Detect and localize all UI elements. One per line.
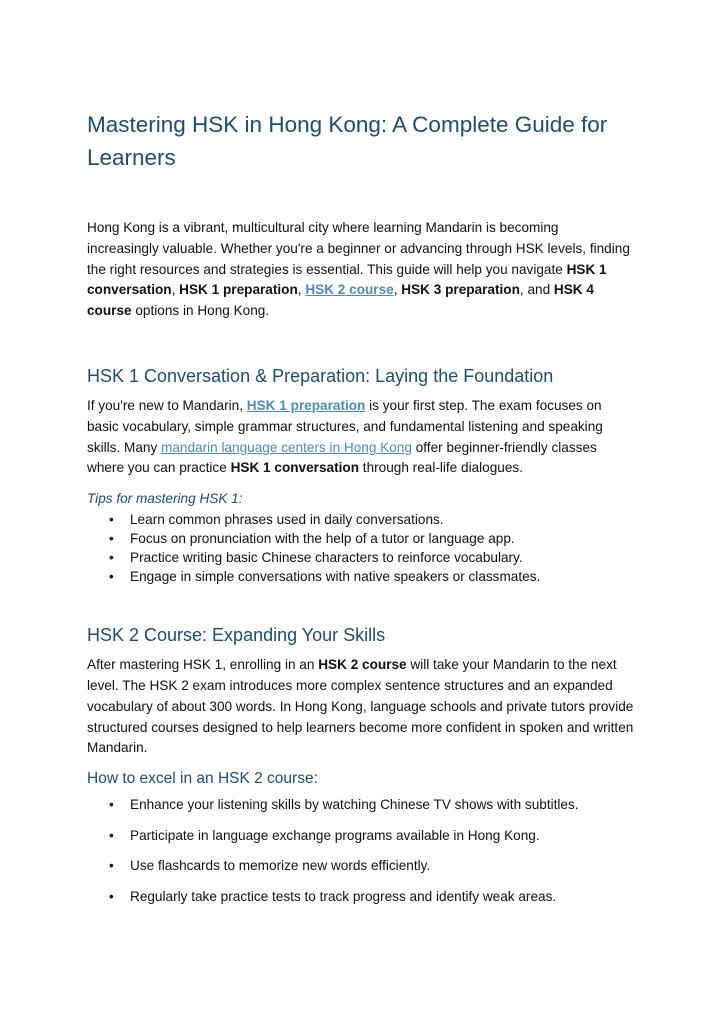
bullet-icon: • bbox=[109, 550, 114, 566]
intro-text: Hong Kong is a vibrant, multicultural city where learning Mandarin is becoming increasingly valuable. Whether you're a beginner or advancing through HSK levels, finding the right resources and strategies is essential. This guide will help you navigate bbox=[87, 220, 630, 277]
list-item-text: Use flashcards to memorize new words efficiently. bbox=[130, 858, 431, 874]
list-item-text: Learn common phrases used in daily conversations. bbox=[130, 512, 444, 528]
list-item-text: Engage in simple conversations with native speakers or classmates. bbox=[130, 569, 541, 585]
bullet-icon: • bbox=[109, 569, 114, 585]
intro-bold-hsk4-course: HSK 4 course bbox=[87, 282, 594, 319]
section1-text: through real-life dialogues. bbox=[359, 460, 523, 476]
list-item-text: Practice writing basic Chinese characters to reinforce vocabulary. bbox=[130, 550, 523, 566]
list-item bbox=[87, 529, 634, 548]
hsk2-course-link[interactable]: HSK 2 course bbox=[305, 282, 394, 298]
section2-paragraph bbox=[87, 655, 634, 759]
bullet-icon: • bbox=[109, 858, 114, 874]
intro-bold-hsk1-conversation: HSK 1 conversation bbox=[87, 261, 607, 298]
subheading-excel-hsk2: How to excel in an HSK 2 course: bbox=[87, 770, 318, 788]
intro-bold-hsk1-preparation: HSK 1 preparation bbox=[179, 282, 298, 298]
hsk1-tips-list bbox=[87, 510, 634, 586]
page-title: Mastering HSK in Hong Kong: A Complete Guide for Learners bbox=[87, 112, 608, 170]
list-item bbox=[87, 856, 634, 875]
list-item-text: Focus on pronunciation with the help of a tutor or language app. bbox=[130, 531, 515, 547]
hsk1-preparation-link[interactable]: HSK 1 preparation bbox=[246, 397, 366, 413]
intro-text-end: options in Hong Kong. bbox=[131, 303, 270, 319]
list-item bbox=[87, 887, 634, 906]
list-item bbox=[87, 510, 634, 529]
tips-heading-hsk1: Tips for mastering HSK 1: bbox=[87, 491, 243, 507]
bullet-icon: • bbox=[109, 888, 114, 904]
list-item-text: Participate in language exchange programs available in Hong Kong. bbox=[130, 827, 540, 843]
intro-separator: , bbox=[393, 282, 402, 298]
section2-bold-hsk2-course: HSK 2 course bbox=[318, 657, 407, 673]
section-heading-hsk1: HSK 1 Conversation & Preparation: Laying the Foundation bbox=[87, 365, 554, 386]
bullet-icon: • bbox=[109, 531, 114, 547]
section1-bold-hsk1-conversation: HSK 1 conversation bbox=[230, 460, 360, 476]
section2-text: After mastering HSK 1, enrolling in an bbox=[87, 657, 319, 673]
intro-separator: , and bbox=[519, 282, 554, 298]
intro-separator: , bbox=[297, 282, 306, 298]
list-item bbox=[87, 567, 634, 586]
bullet-icon: • bbox=[109, 827, 114, 843]
section1-text: If you're new to Mandarin, bbox=[87, 397, 247, 413]
bullet-icon: • bbox=[109, 512, 114, 528]
intro-separator: , bbox=[171, 282, 180, 298]
section1-text: is your first step. The exam focuses on basic vocabulary, simple grammar structures, and fundamental listening and speaking skills. Many bbox=[87, 397, 603, 455]
section2-text: will take your Mandarin to the next level. The HSK 2 exam introduces more complex sentence structures and an expanded vocabulary of about 300 words. In Hong Kong, language schools and private tutors provide structured courses designed to help learners become more confident in spoken and written Mandarin. bbox=[87, 657, 634, 756]
list-item bbox=[87, 548, 634, 567]
hsk2-tips-list bbox=[87, 795, 634, 906]
list-item-text: Enhance your listening skills by watching Chinese TV shows with subtitles. bbox=[130, 797, 579, 813]
intro-paragraph bbox=[87, 218, 634, 322]
list-item-text: Regularly take practice tests to track progress and identify weak areas. bbox=[130, 888, 557, 904]
mandarin-centers-link[interactable]: mandarin language centers in Hong Kong bbox=[161, 439, 412, 455]
list-item bbox=[87, 795, 634, 814]
section-heading-hsk2: HSK 2 Course: Expanding Your Skills bbox=[87, 625, 386, 646]
section1-paragraph bbox=[87, 396, 634, 479]
section1-text: offer beginner-friendly classes where you can practice bbox=[87, 439, 597, 476]
bullet-icon: • bbox=[109, 797, 114, 813]
list-item bbox=[87, 826, 634, 845]
intro-bold-hsk3-preparation: HSK 3 preparation bbox=[401, 282, 520, 298]
